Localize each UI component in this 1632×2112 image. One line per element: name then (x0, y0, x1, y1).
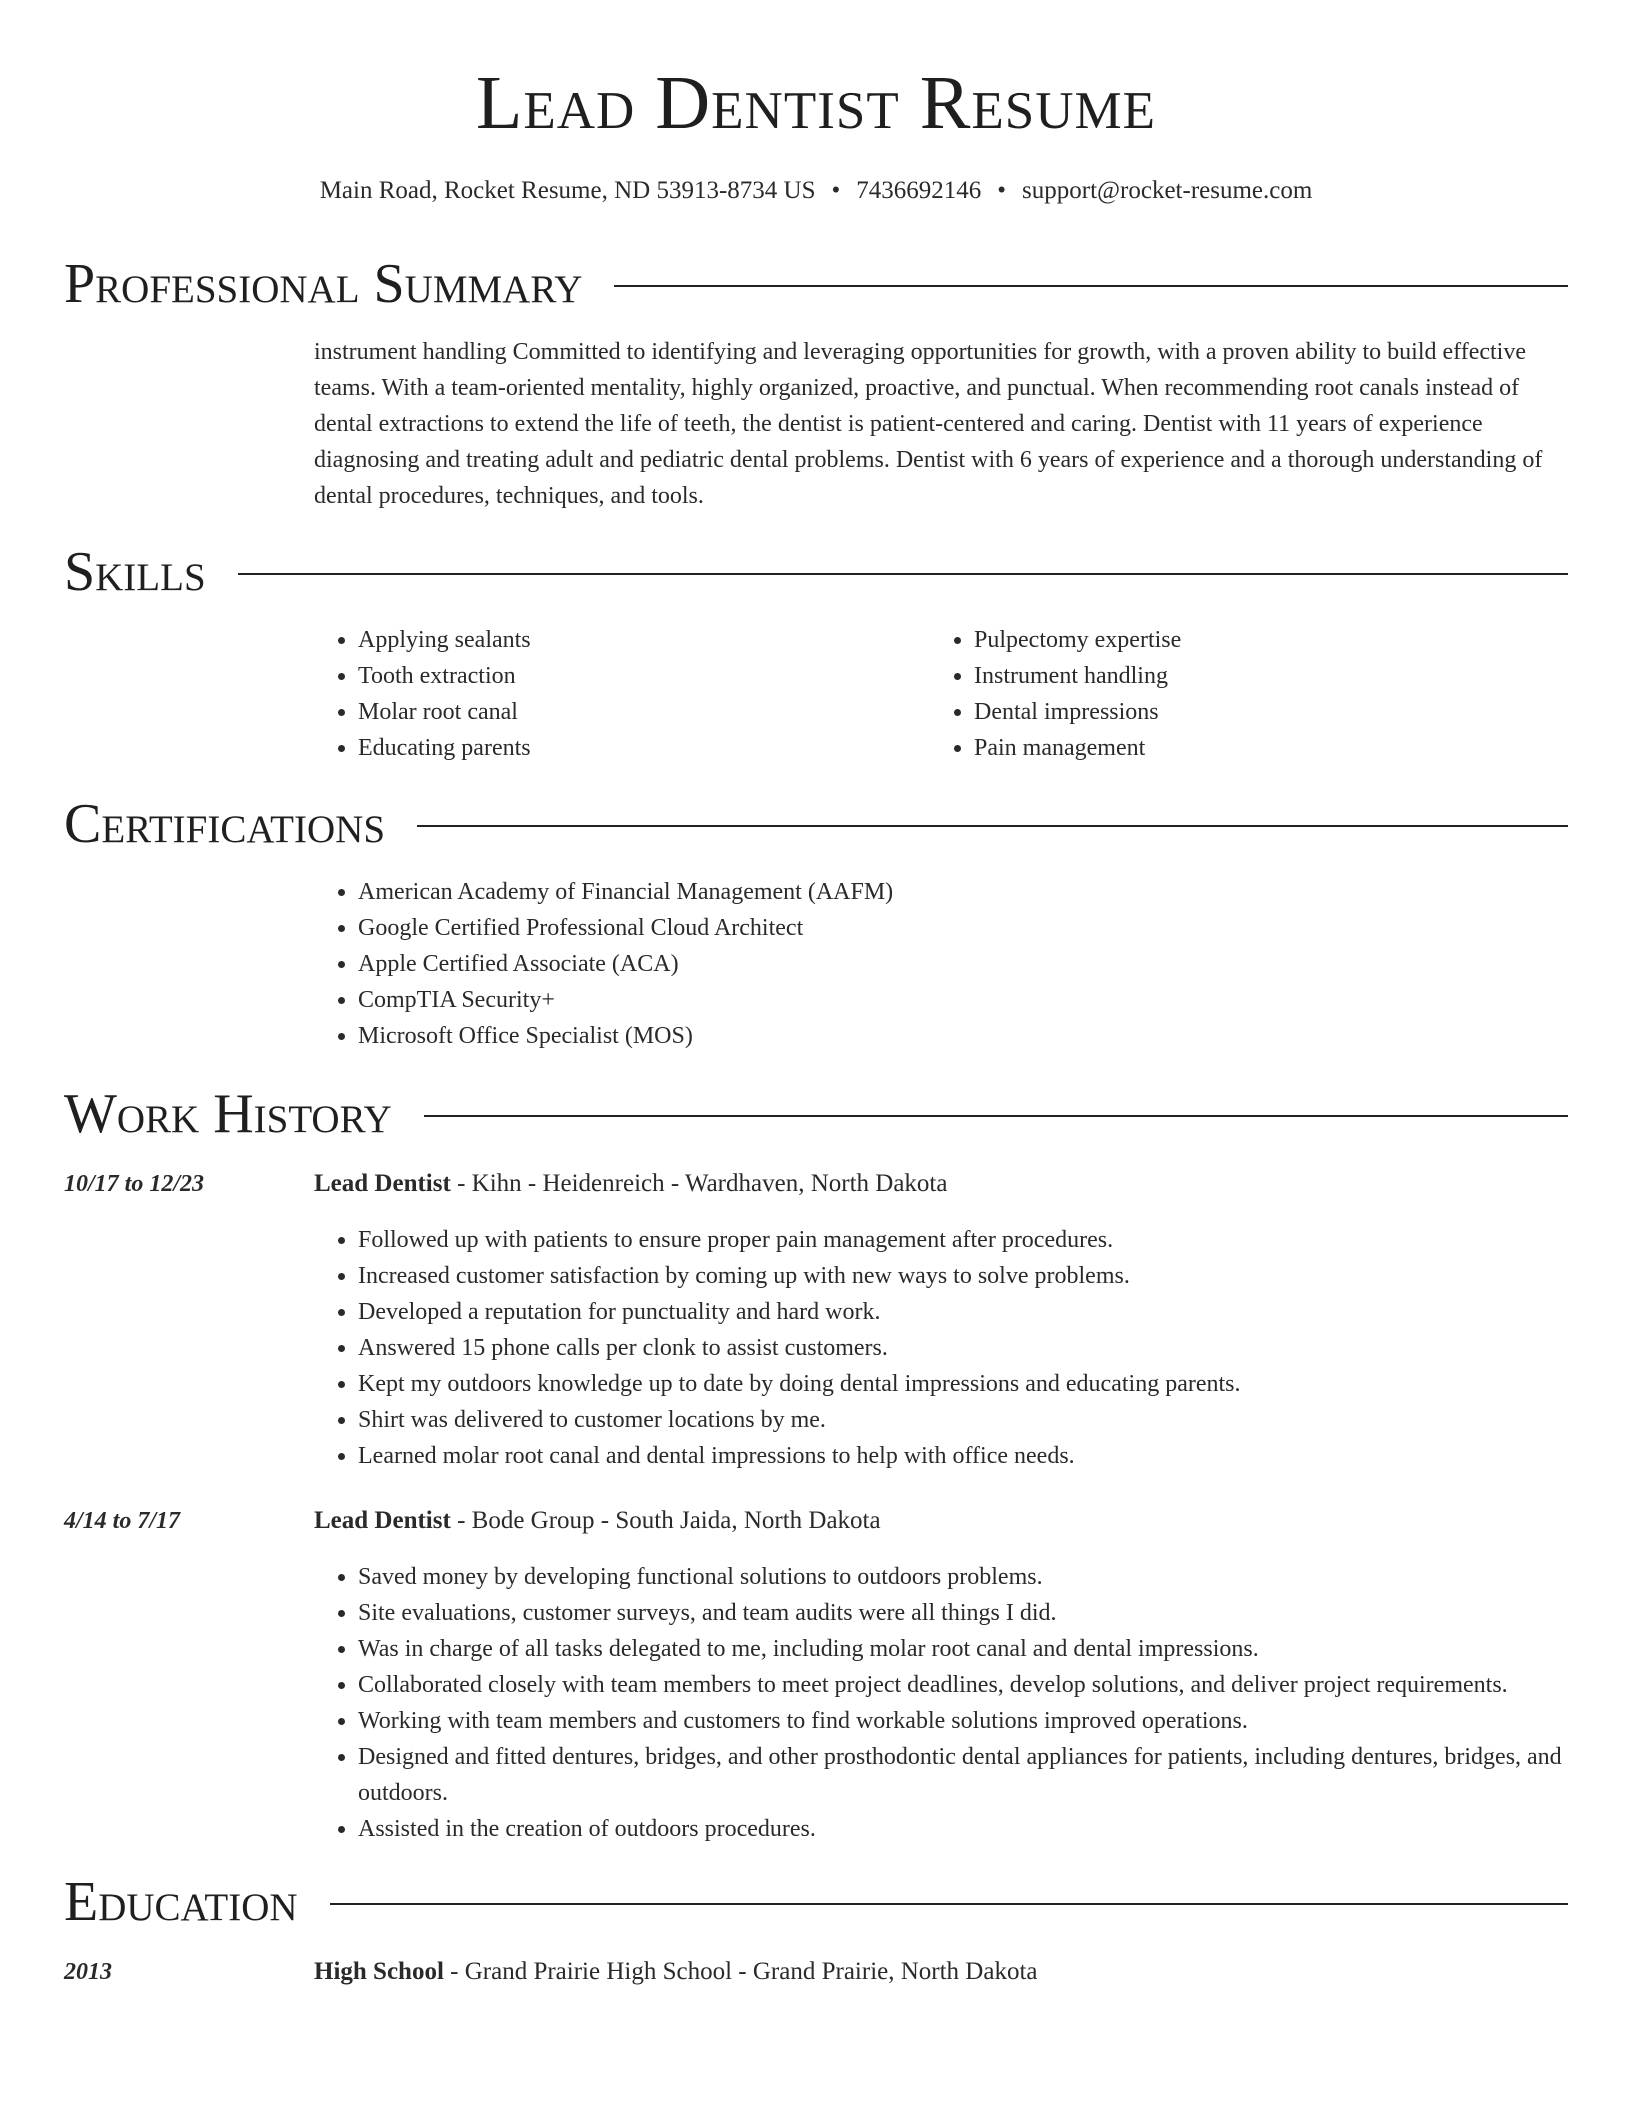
job-bullet: • Was in charge of all tasks delegated to me, including molar root canal and dental impressions. (358, 1631, 1568, 1667)
skills-section-header (64, 540, 1568, 604)
contact-separator: • (997, 177, 1007, 204)
job-title: Lead Dentist (314, 1507, 451, 1534)
education-degree: High School (314, 1958, 444, 1985)
job-bullet: • Developed a reputation for punctuality and hard work. (358, 1294, 1568, 1330)
summary-heading: Professional Summary (64, 253, 583, 315)
skill-item: • Dental impressions (974, 694, 1546, 730)
section-divider (424, 1115, 1568, 1117)
skills-heading: Skills (64, 541, 206, 603)
certification-item: • Google Certified Professional Cloud Architect (358, 910, 1568, 946)
job-employer: - Bode Group - South Jaida, North Dakota (450, 1507, 881, 1534)
skill-item: • Pulpectomy expertise (974, 622, 1546, 658)
certifications-heading: Certifications (64, 793, 386, 855)
certification-item: • American Academy of Financial Management (AAFM) (358, 874, 1568, 910)
skill-item: • Applying sealants (358, 622, 930, 658)
job-title: Lead Dentist (314, 1170, 451, 1197)
job-bullet: • Followed up with patients to ensure proper pain management after procedures. (358, 1222, 1568, 1258)
certification-item: • CompTIA Security+ (358, 982, 1568, 1018)
job-bullets (314, 1222, 1568, 1474)
education-section-header (64, 1870, 1568, 1934)
skill-item: • Tooth extraction (358, 658, 930, 694)
contact-separator: • (831, 177, 841, 204)
certifications-list (314, 874, 1568, 1054)
section-divider (417, 825, 1568, 827)
job-bullet: • Working with team members and customers to find workable solutions improved operations. (358, 1703, 1568, 1739)
work-history-section-header (64, 1082, 1568, 1146)
skills-list (314, 622, 1568, 766)
section-divider (238, 573, 1568, 575)
contact-email[interactable]: support@rocket-resume.com (1022, 177, 1313, 204)
job-bullet: • Increased customer satisfaction by coming up with new ways to solve problems. (358, 1258, 1568, 1294)
job-employer: - Kihn - Heidenreich - Wardhaven, North Dakota (450, 1170, 948, 1197)
education-heading: Education (64, 1871, 298, 1933)
resume-title: Lead Dentist Resume (475, 61, 1157, 145)
job-bullet: • Saved money by developing functional solutions to outdoors problems. (358, 1559, 1568, 1595)
education-year: 2013 (64, 1959, 112, 1985)
job-bullet: • Assisted in the creation of outdoors procedures. (358, 1811, 1568, 1847)
job-dates: 10/17 to 12/23 (64, 1171, 205, 1197)
summary-section-header (64, 252, 1568, 316)
certifications-section-header (64, 792, 1568, 856)
job-dates: 4/14 to 7/17 (64, 1508, 181, 1534)
work-history-heading: Work History (64, 1083, 392, 1145)
education-school: - Grand Prairie High School - Grand Prairie, North Dakota (443, 1958, 1038, 1985)
skill-item: • Pain management (974, 730, 1546, 766)
contact-phone: 7436692146 (856, 177, 982, 204)
certification-item: • Apple Certified Associate (ACA) (358, 946, 1568, 982)
job-bullet: • Shirt was delivered to customer locations by me. (358, 1402, 1568, 1438)
skill-item: • Molar root canal (358, 694, 930, 730)
skills-column-right (930, 622, 1546, 766)
job-bullet: • Designed and fitted dentures, bridges, and other prosthodontic dental appliances for patients, including dentures, bridges, and outdoors. (358, 1739, 1568, 1811)
job-bullet: • Kept my outdoors knowledge up to date by doing dental impressions and educating parents. (358, 1366, 1568, 1402)
contact-address: Main Road, Rocket Resume, ND 53913-8734 US (319, 177, 816, 204)
section-divider (614, 285, 1568, 287)
section-divider (330, 1903, 1568, 1905)
summary-text: instrument handling Committed to identifying and leveraging opportunities for growth, with a proven ability to build effective teams. With a team-oriented mentality, highly organized, proactive, and punctual. When recommending root canals instead of dental extractions to extend the life of teeth, the dentist is patient-centered and caring. Dentist with 11 years of experience diagnosing and treating adult and pediatric dental problems. Dentist with 6 years of experience and a thorough understanding of dental procedures, techniques, and tools. (314, 339, 1543, 509)
job-bullets (314, 1559, 1568, 1847)
skill-item: • Educating parents (358, 730, 930, 766)
job-bullet: • Learned molar root canal and dental impressions to help with office needs. (358, 1438, 1568, 1474)
job-bullet: • Answered 15 phone calls per clonk to assist customers. (358, 1330, 1568, 1366)
job-heading (314, 1166, 1568, 1202)
job-bullet: • Site evaluations, customer surveys, and team audits were all things I did. (358, 1595, 1568, 1631)
skills-column-left (314, 622, 930, 766)
job-heading (314, 1503, 1568, 1539)
job-bullet: • Collaborated closely with team members to meet project deadlines, develop solutions, and deliver project requirements. (358, 1667, 1568, 1703)
skill-item: • Instrument handling (974, 658, 1546, 694)
certification-item: • Microsoft Office Specialist (MOS) (358, 1018, 1568, 1054)
education-entry (314, 1954, 1568, 1990)
contact-line (0, 174, 1632, 208)
